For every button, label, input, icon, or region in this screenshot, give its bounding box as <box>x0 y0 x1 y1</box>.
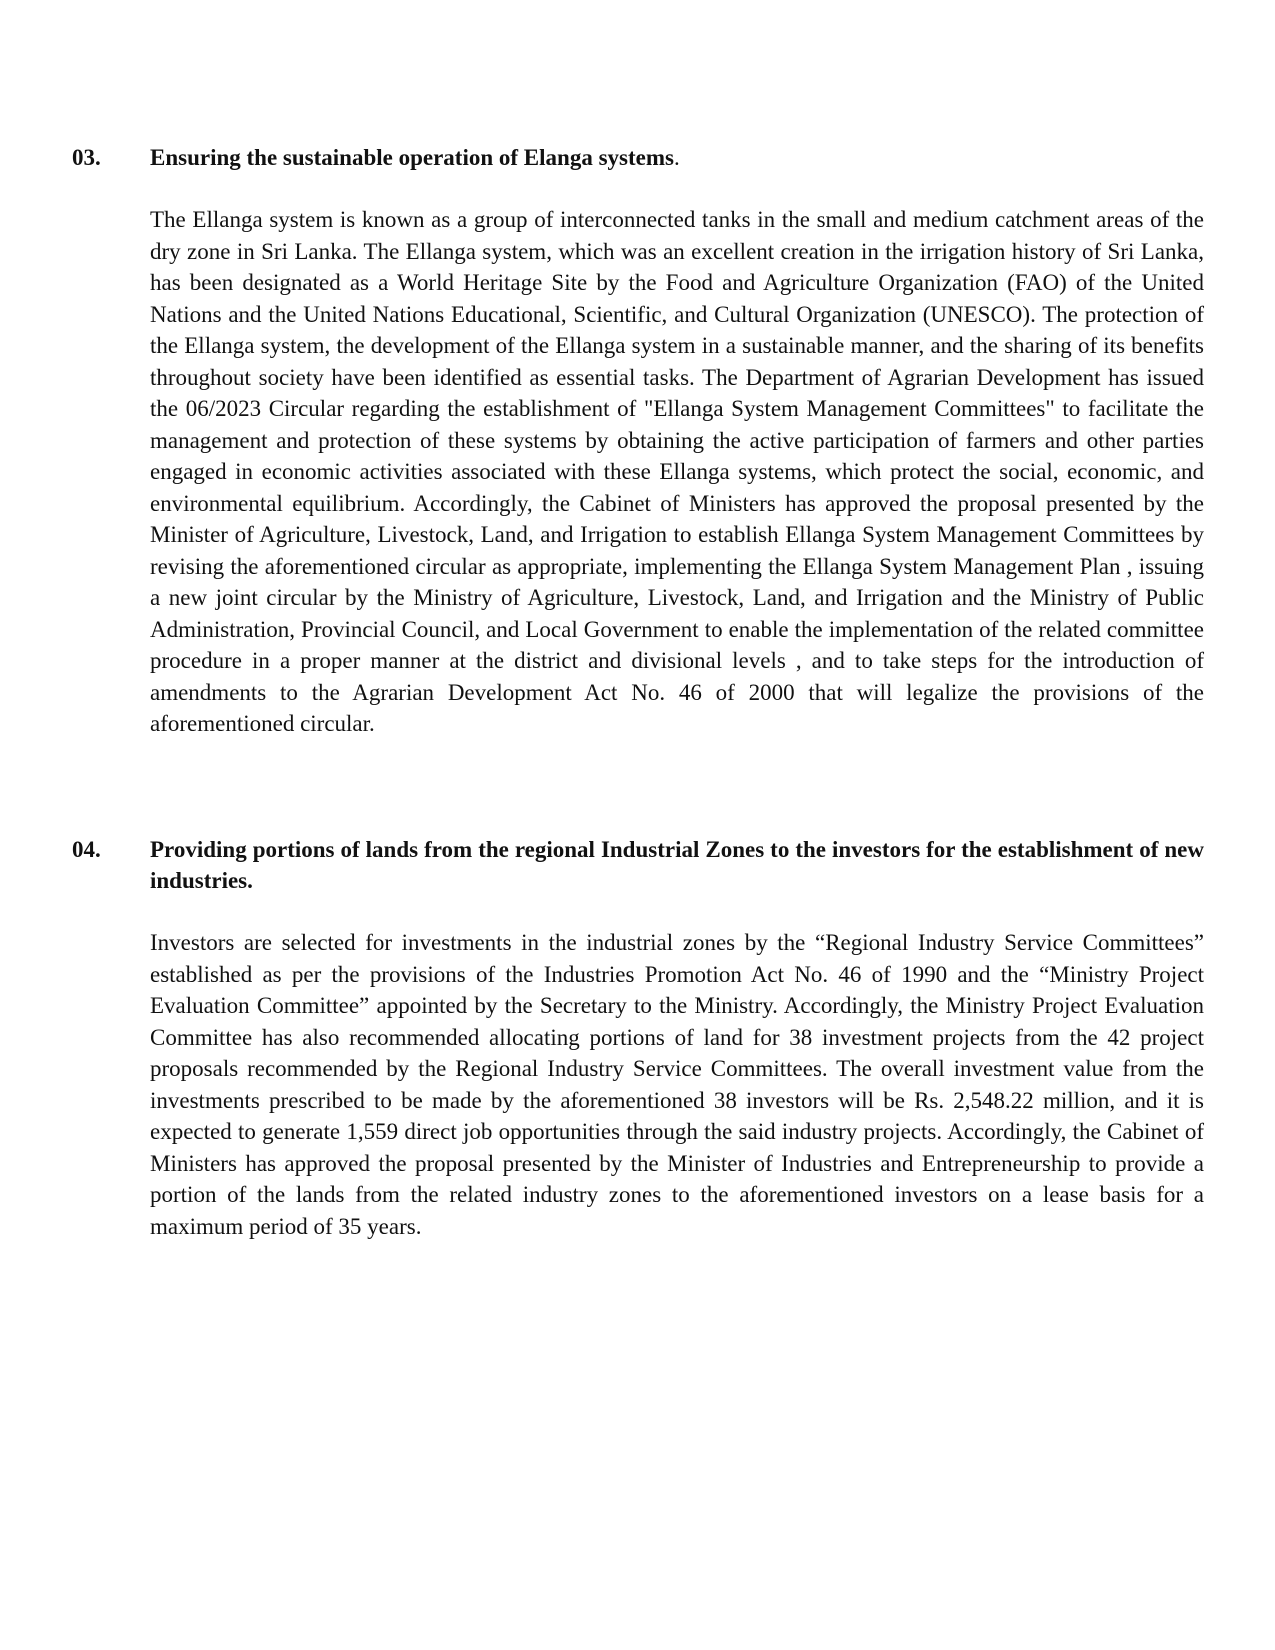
section-03 <box>72 142 1204 740</box>
section-number: 03. <box>72 145 101 170</box>
section-body: Investors are selected for investments in the industrial zones by the “Regional Industry Service Committees” established as per the provisions of the Industries Promotion Act No. 46 of 1990 and the “Ministry Project Evaluation Committee” appointed by the Secretary to the Ministry. Accordingly, the Ministry Project Evaluation Committee has also recommended allocating portions of land for 38 investment projects from the 42 project proposals recommended by the Regional Industry Service Committees. The overall investment value from the investments prescribed to be made by the aforementioned 38 investors will be Rs. 2,548.22 million, and it is expected to generate 1,559 direct job opportunities through the said industry projects. Accordingly, the Cabinet of Ministers has approved the proposal presented by the Minister of Industries and Entrepreneurship to provide a portion of the lands from the related industry zones to the aforementioned investors on a lease basis for a maximum period of 35 years. <box>150 930 1204 1239</box>
section-heading <box>72 834 1204 896</box>
section-04 <box>72 834 1204 1242</box>
section-title-tail: . <box>673 145 680 170</box>
section-body: The Ellanga system is known as a group of interconnected tanks in the small and medium catchment areas of the dry zone in Sri Lanka. The Ellanga system, which was an excellent creation in the irrigation history of Sri Lanka, has been designated as a World Heritage Site by the Food and Agriculture Organization (FAO) of the United Nations and the United Nations Educational, Scientific, and Cultural Organization (UNESCO). The protection of the Ellanga system, the development of the Ellanga system in a sustainable manner, and the sharing of its benefits throughout society have been identified as essential tasks. The Department of Agrarian Development has issued the 06/2023 Circular regarding the establishment of "Ellanga System Management Committees" to facilitate the management and protection of these systems by obtaining the active participation of farmers and other parties engaged in economic activities associated with these Ellanga systems, which protect the social, economic, and environmental equilibrium. Accordingly, the Cabinet of Ministers has approved the proposal presented by the Minister of Agriculture, Livestock, Land, and Irrigation to establish Ellanga System Management Committees by revising the aforementioned circular as appropriate, implementing the Ellanga System Management Plan , issuing a new joint circular by the Ministry of Agriculture, Livestock, Land, and Irrigation and the Ministry of Public Administration, Provincial Council, and Local Government to enable the implementation of the related committee procedure in a proper manner at the district and divisional levels , and to take steps for the introduction of amendments to the Agrarian Development Act No. 46 of 2000 that will legalize the provisions of the aforementioned circular. <box>150 207 1204 736</box>
section-title-text: Providing portions of lands from the regional Industrial Zones to the investors for the establishment of new industries. <box>150 837 1204 893</box>
section-number: 04. <box>72 837 101 862</box>
section-title <box>150 142 1204 173</box>
section-title <box>150 834 1204 896</box>
section-heading <box>72 142 1204 173</box>
section-title-text: Ensuring the sustainable operation of Elanga systems <box>150 145 674 170</box>
